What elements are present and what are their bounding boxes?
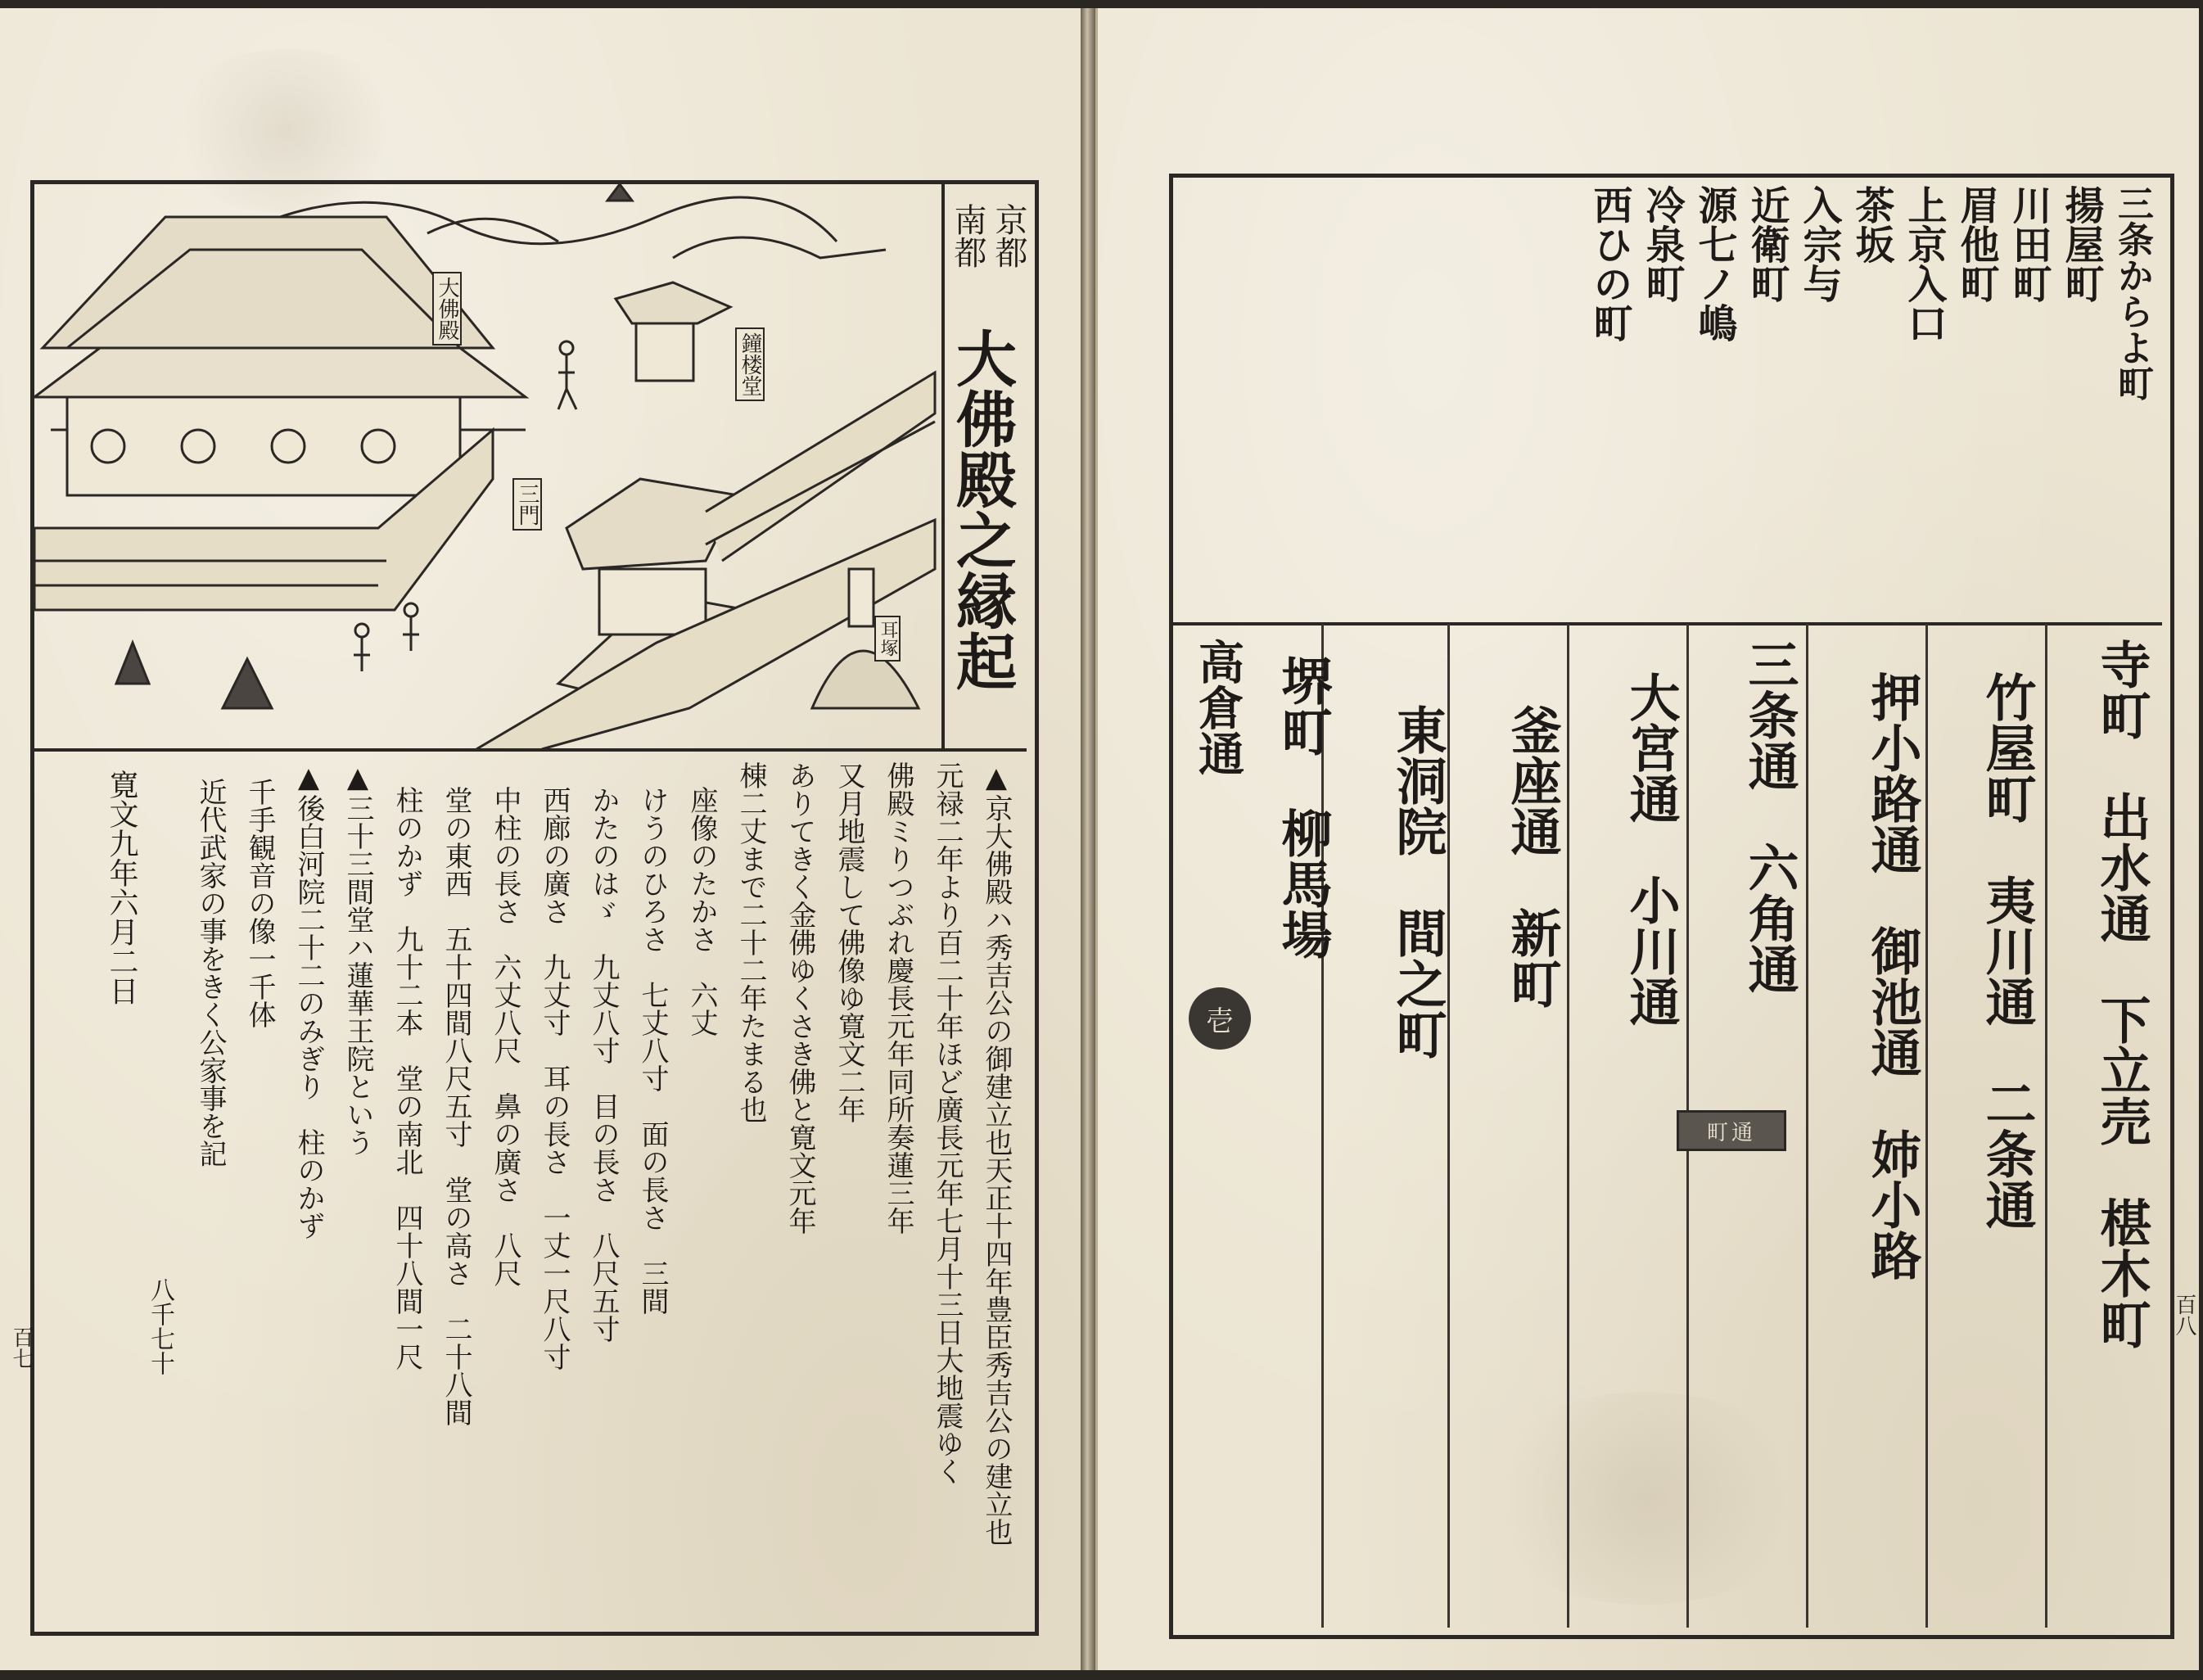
page-number-left: 百七	[9, 1326, 34, 1369]
street-column: 冷泉町	[1639, 185, 1685, 303]
label-bell-tower: 鐘楼堂	[735, 327, 765, 401]
street-entry: 堺町 柳馬場	[1273, 655, 1333, 960]
temple-illustration	[34, 184, 941, 749]
street-column: 茶坂	[1849, 185, 1894, 264]
text-column: ▲三十三間堂ハ蓮華王院という	[341, 761, 374, 1156]
street-column: 源七ノ嶋	[1691, 185, 1737, 342]
label-gate: 三門	[512, 478, 542, 531]
tag-box: 町通	[1677, 1110, 1786, 1151]
date-line: 寛文九年六月二日	[105, 770, 138, 1005]
column-divider	[2045, 624, 2047, 1628]
street-entry: 高倉通	[1191, 639, 1245, 776]
street-entry: 三条通 六角通	[1740, 639, 1799, 994]
text-column: けうのひろさ 七丈八寸 面の長さ 三間	[636, 786, 669, 1315]
street-entry: 竹屋町 夷川通 二条通	[1977, 671, 2037, 1230]
text-column: 中柱の長さ 六丈八尺 鼻の廣さ 八尺	[489, 786, 521, 1287]
street-entry: 大宮通 小川通	[1621, 671, 1681, 1027]
text-column: ▲京大佛殿ハ秀吉公の御建立也天正十四年豊臣秀吉公の建立也	[980, 761, 1013, 1546]
text-column: 千手観音の像一千体	[243, 778, 276, 1028]
street-entry: 押小路通 御池通 姉小路	[1862, 671, 1922, 1280]
text-column: 近代武家の事をきく公家事を記	[194, 778, 227, 1167]
street-entry: 東洞院 間之町	[1388, 704, 1447, 1059]
small-note: 八千七十	[146, 1277, 174, 1375]
column-divider	[1925, 624, 1928, 1628]
street-column: 入宗与	[1796, 185, 1842, 303]
street-column: 川田町	[2006, 185, 2052, 303]
street-column: 上京入口	[1901, 185, 1947, 342]
street-column: 揚屋町	[2058, 185, 2104, 303]
column-divider	[1567, 624, 1569, 1628]
street-column: 眉他町	[1953, 185, 1999, 303]
page-number-right: 百八	[2172, 1294, 2196, 1336]
title-nanto: 南都	[949, 203, 986, 269]
street-column: 三条からよ町	[2111, 185, 2153, 401]
column-divider	[1447, 624, 1450, 1628]
text-column: かたのはゞ 九丈八寸 目の長さ 八尺五寸	[587, 786, 620, 1343]
text-column: 堂の東西 五十四間八尺五寸 堂の高さ 二十八間	[440, 786, 472, 1426]
text-column: 西廊の廣さ 九丈寸 耳の長さ 一丈一尺八寸	[538, 786, 571, 1371]
text-column: ありてきく金佛ゆくさき佛と寛文元年	[783, 761, 816, 1235]
text-column: 座像のたかさ 六丈	[685, 786, 718, 1036]
text-column: 佛殿ミりつぶれ慶長元年同所奏蓮三年	[882, 761, 914, 1235]
street-entry: 釜座通 新町	[1502, 704, 1562, 1009]
street-column: 近衛町	[1744, 185, 1790, 303]
title-kyoto: 京都	[990, 203, 1027, 269]
label-great-buddha-hall: 大佛殿	[432, 272, 462, 345]
text-column: ▲後白河院二十二のみぎり 柱のかず	[292, 761, 325, 1240]
label-ear-mound: 耳塚	[874, 616, 901, 662]
column-divider	[1806, 624, 1808, 1628]
text-column: 元禄二年より百二十年ほど廣長元年七月十三日大地震ゆく	[931, 761, 964, 1485]
street-column: 西ひの町	[1587, 185, 1632, 342]
text-column: 柱のかず 九十二本 堂の南北 四十八間一尺	[390, 786, 423, 1371]
seal-stamp: 壱	[1189, 987, 1251, 1050]
street-entry: 寺町 出水通 下立売 椹木町	[2092, 639, 2151, 1349]
book-gutter	[1081, 8, 1095, 1670]
text-column: 又月地震して佛像ゆ寛文二年	[833, 761, 865, 1123]
text-column: 棟二丈まで二十二年たまる也	[734, 761, 767, 1123]
page-title: 大佛殿之縁起	[946, 327, 1017, 691]
left-divider	[34, 748, 1027, 752]
